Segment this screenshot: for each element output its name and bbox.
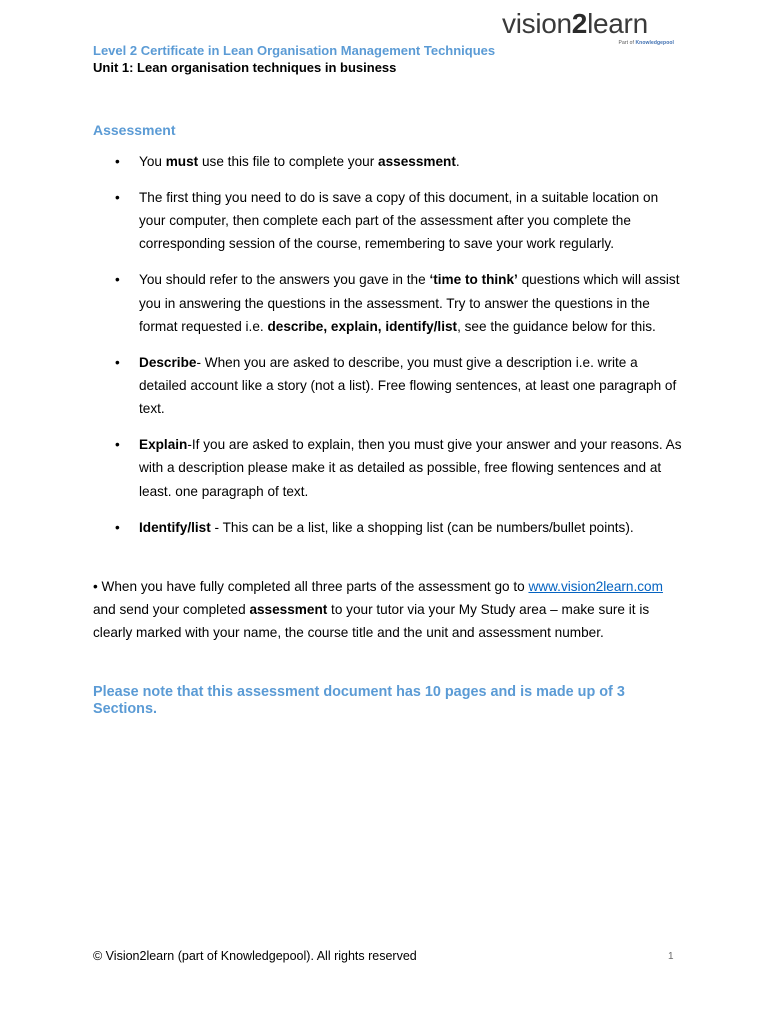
instruction-emphasis: ‘time to think’: [429, 272, 518, 288]
instruction-text: - When you are asked to describe, you must give a description i.e. write a detailed account like a story (not a list). Free flowing sentences, at least one paragraph of text.: [139, 354, 677, 417]
course-title: Level 2 Certificate in Lean Organisation Management Techniques: [93, 43, 496, 58]
instruction-text: questions which will assist you in answering the questions in the assessment. Try to answer the questions in the format requested i.e.: [139, 272, 680, 334]
instruction-item: [93, 516, 683, 539]
instruction-emphasis: must: [165, 154, 199, 169]
submission-text: and send your completed: [93, 602, 250, 618]
instruction-emphasis: Describe: [139, 354, 197, 370]
page-number: 1: [668, 951, 674, 962]
instruction-item: [93, 268, 683, 338]
instruction-text: .: [455, 154, 460, 169]
instruction-emphasis: describe, explain, identify/list: [267, 318, 458, 334]
instruction-item: [93, 150, 683, 173]
instruction-text: use this file to complete your: [198, 154, 379, 169]
instruction-emphasis: Identify/list: [139, 519, 211, 535]
instruction-emphasis: assessment: [378, 154, 456, 169]
submission-text: • When you have fully completed all three parts of the assessment go to: [93, 579, 529, 594]
unit-title: Unit 1: Lean organisation techniques in business: [93, 60, 397, 75]
logo-tagline-prefix: Part of: [618, 40, 636, 46]
instruction-item: [93, 351, 683, 421]
instruction-text: - This can be a list, like a shopping list (can be numbers/bullet points).: [210, 519, 634, 535]
vision2learn-logo: [502, 8, 677, 50]
logo-word-two: 2: [571, 8, 588, 39]
assessment-heading: Assessment: [93, 122, 176, 138]
logo-tagline: [619, 40, 674, 46]
instruction-text: You: [139, 154, 166, 169]
instruction-item: [93, 433, 683, 503]
submission-emphasis: assessment: [249, 602, 328, 618]
logo-word-learn: learn: [587, 8, 648, 39]
footer-copyright: © Vision2learn (part of Knowledgepool). All rights reserved: [93, 949, 417, 963]
logo-tagline-brand: Knowledgepool: [635, 40, 674, 46]
instruction-item: [93, 186, 683, 256]
vision2learn-link[interactable]: www.vision2learn.com: [528, 579, 663, 594]
instructions-list: [93, 150, 683, 552]
instruction-text: -If you are asked to explain, then you must give your answer and your reasons. As with a description please make it as detailed as possible, free flowing sentences and at least. one paragraph of text.: [139, 437, 682, 499]
instruction-text: , see the guidance below for this.: [457, 318, 656, 334]
instruction-emphasis: Explain: [139, 437, 188, 453]
submission-text: to your tutor via your My Study area – make sure it is clearly marked with your name, the course title and the unit and assessment number.: [93, 602, 650, 641]
submission-paragraph: [93, 575, 683, 645]
instruction-text: You should refer to the answers you gave in the: [139, 272, 430, 288]
logo-word-vision: vision: [502, 8, 572, 39]
page-count-note: Please note that this assessment document has 10 pages and is made up of 3 Sections.: [93, 684, 625, 717]
instruction-text: The first thing you need to do is save a copy of this document, in a suitable location on your computer, then complete each part of the assessment after you complete the corresponding session of the course, remembering to save your work regularly.: [139, 190, 659, 252]
logo-wordmark: [502, 8, 677, 40]
